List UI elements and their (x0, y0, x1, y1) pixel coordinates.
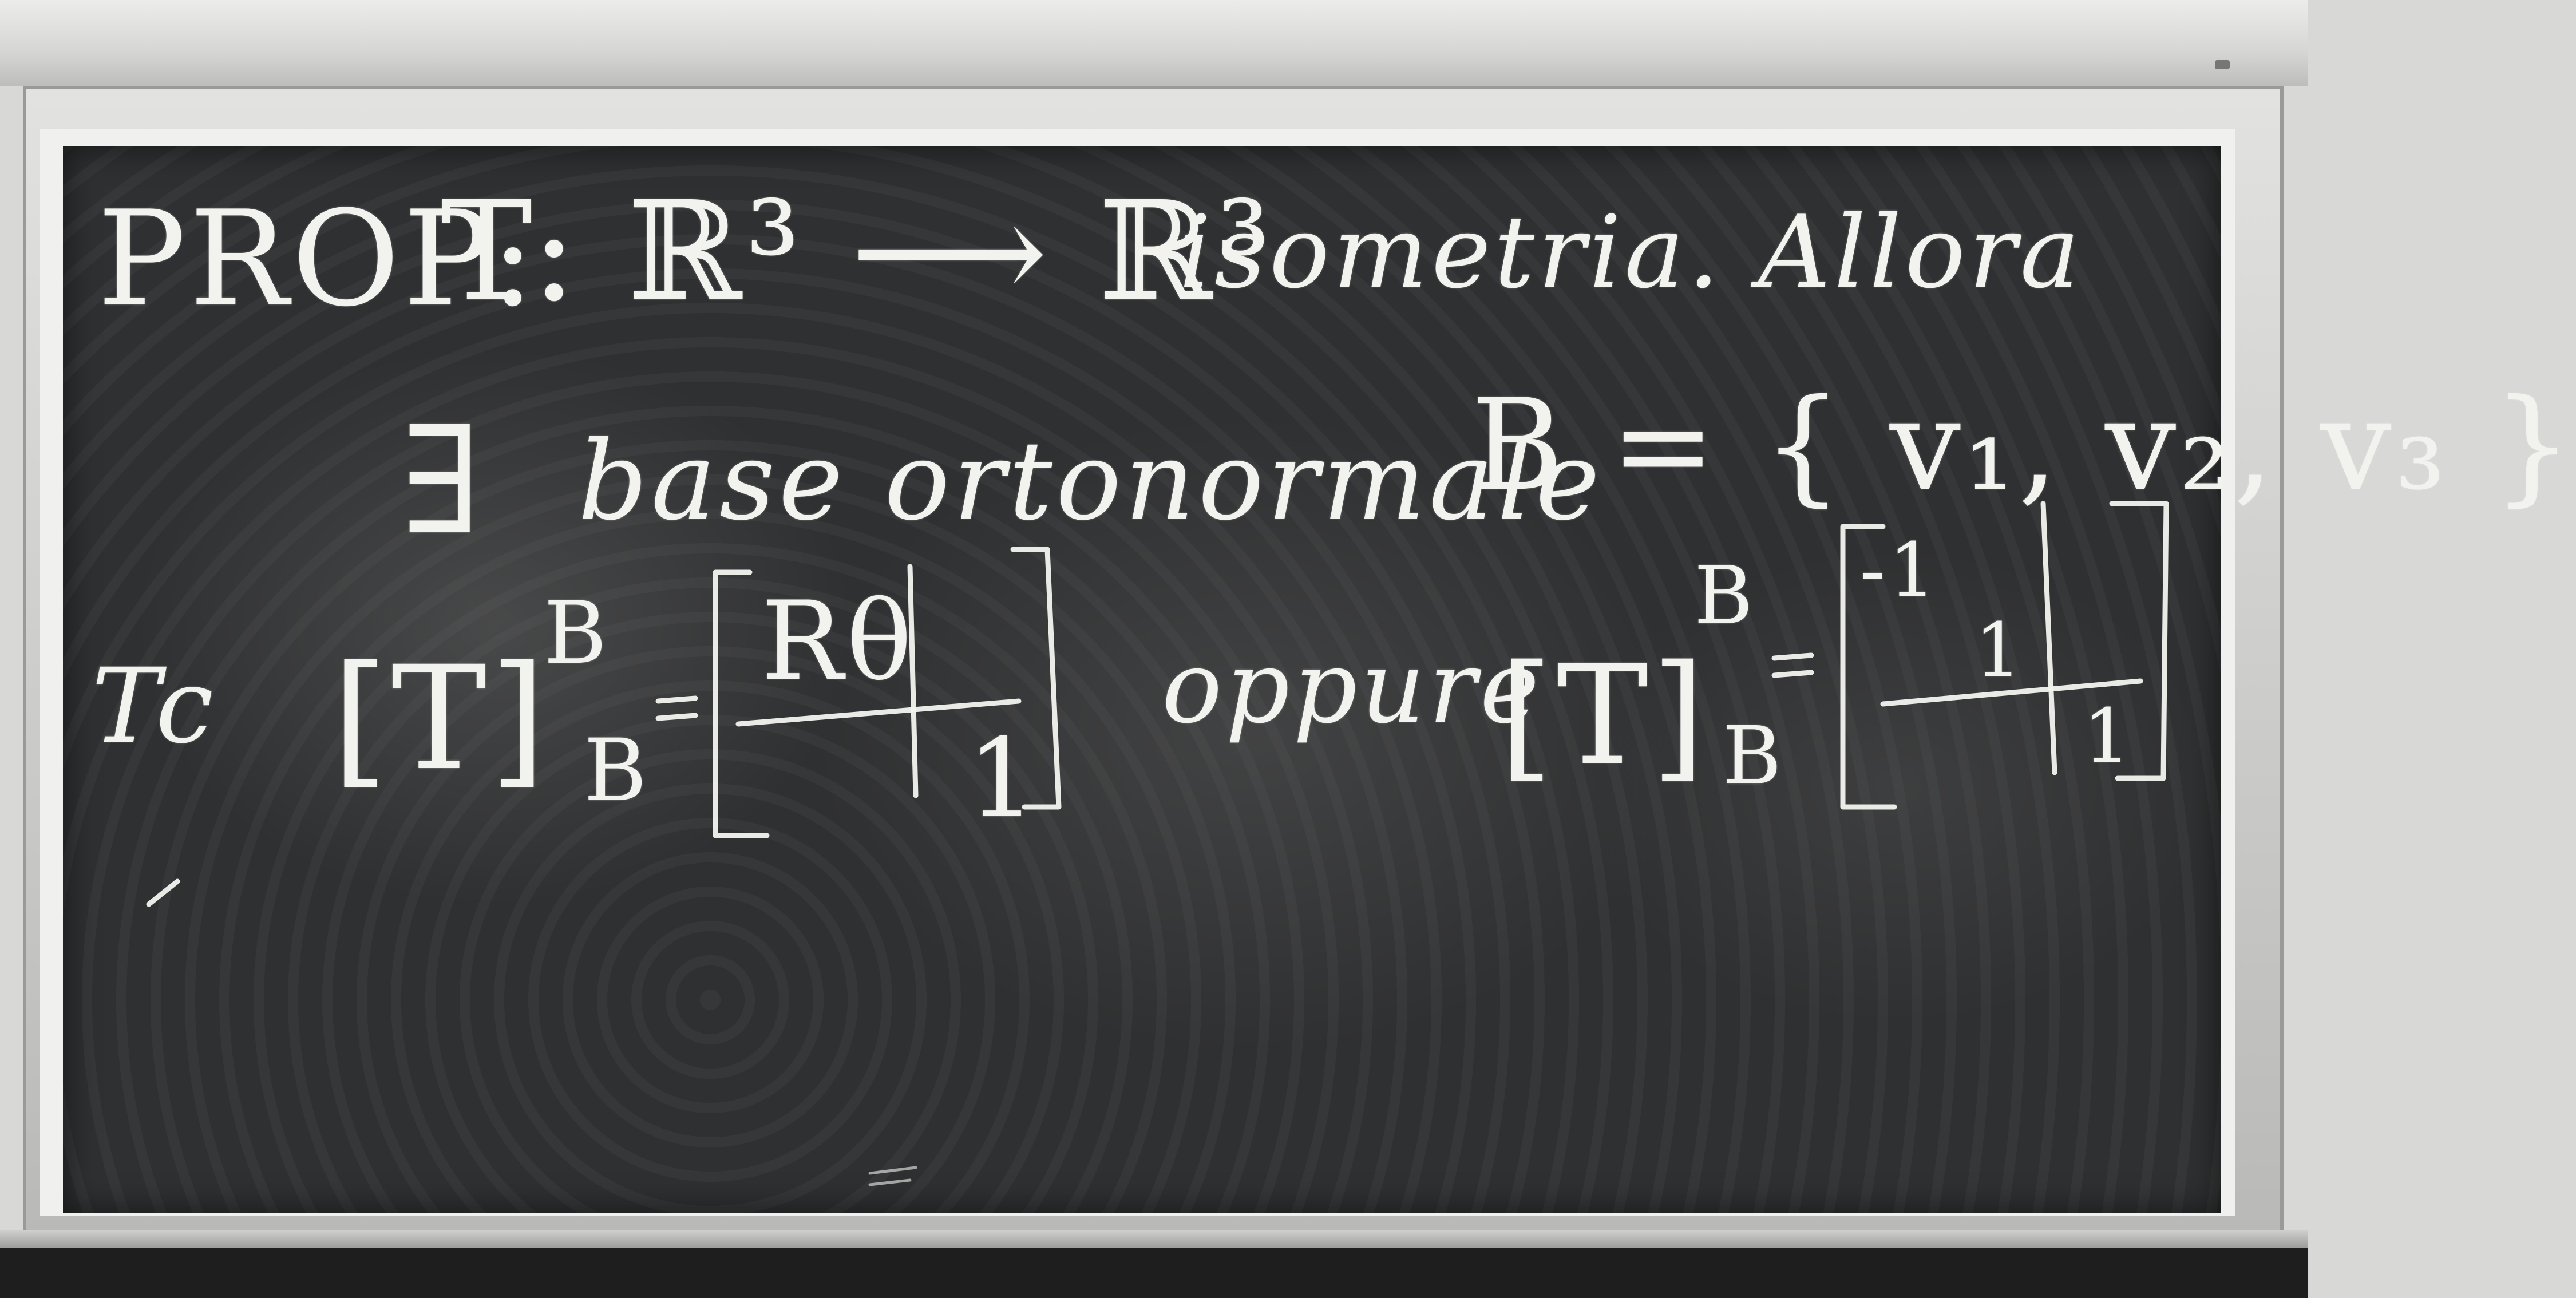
oppure-label: oppure (1162, 630, 1543, 746)
superscript-b: B (544, 584, 611, 683)
exists-symbol: ∃ (401, 395, 485, 568)
matrix2-h-rule (1883, 681, 2140, 704)
prop-label: PROP: (97, 183, 539, 336)
stray-mark (870, 1168, 916, 1185)
matrix2-entry-1: -1 (1860, 527, 1940, 614)
matrix1-r-theta: Rθ (761, 578, 916, 705)
matrix2-left-bracket (1843, 527, 1894, 807)
matrix1-v-rule (910, 567, 916, 796)
matrix-of-t-rhs: [T] (1499, 635, 1709, 796)
matrix2-right-bracket (2112, 504, 2166, 778)
base-ortonormale: base ortonormale (578, 418, 1604, 544)
isometria-allora: isometria. Allora (1179, 195, 2083, 311)
matrix1-h-rule (738, 701, 1019, 724)
tc-prefix: Tc (92, 647, 217, 766)
subscript-b: B (584, 721, 651, 821)
subscript-b-2: B (1723, 710, 1785, 803)
map-definition: T: ℝ³ ⟶ ℝ³ (441, 172, 1275, 332)
basis-set: B = { v₁, v₂, v₃ } (1471, 372, 2576, 519)
matrix1-left-bracket (715, 572, 767, 836)
equals-sign-1 (658, 698, 695, 718)
equals-sign-2 (1774, 655, 1811, 675)
matrix-of-t-lhs: [T] (332, 635, 549, 802)
matrix2-entry-2: 1 (1974, 607, 2025, 694)
superscript-b-2: B (1694, 549, 1756, 643)
matrix1-right-bracket (1013, 549, 1059, 807)
matrix2-entry-3: 1 (2083, 692, 2134, 779)
stray-mark (149, 881, 177, 904)
matrix2-v-rule (2043, 504, 2055, 773)
matrix1-one: 1 (967, 715, 1040, 842)
